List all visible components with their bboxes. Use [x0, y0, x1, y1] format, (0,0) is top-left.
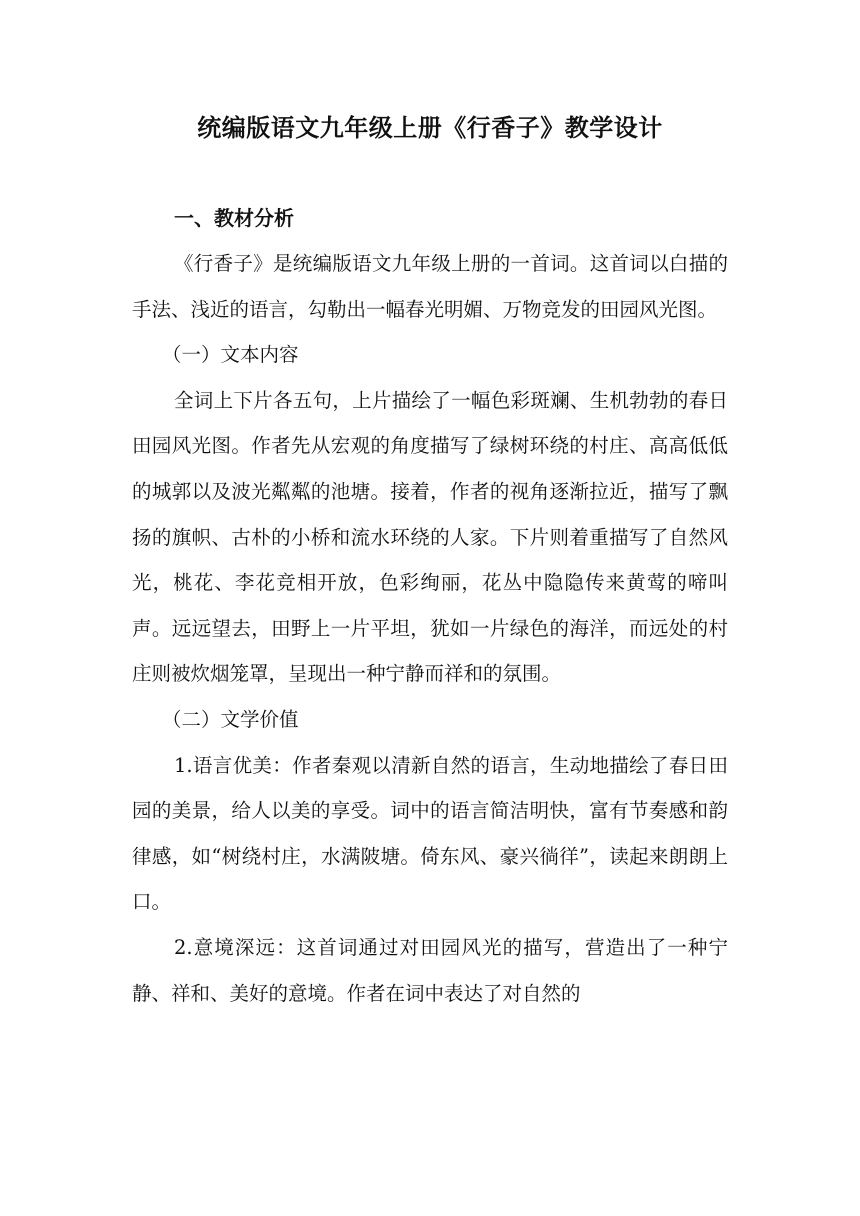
literary-value-point-1: 1.语言优美：作者秦观以清新自然的语言，生动地描绘了春日田园的美景，给人以美的享受。词中的语言简洁明快，富有节奏感和韵律感，如“树绕村庄，水满陂塘。倚东风、豪兴徜徉”，读起来朗朗上口。	[132, 753, 728, 914]
document-title: 统编版语文九年级上册《行香子》教学设计	[197, 113, 663, 142]
subheading-text-content: （一）文本内容	[162, 343, 299, 367]
text-content-paragraph: 全词上下片各五句，上片描绘了一幅色彩斑斓、生机勃勃的春日田园风光图。作者先从宏观的角度描写了绿树环绕的村庄、高高低低的城郭以及波光粼粼的池塘。接着，作者的视角逐渐拉近，描写了飘扬的旗帜、古朴的小桥和流水环绕的人家。下片则着重描写了自然风光，桃花、李花竞相开放，色彩绚丽，花丛中隐隐传来黄莺的啼叫声。远远望去，田野上一片平坦，犹如一片绿色的海洋，而远处的村庄则被炊烟笼罩，呈现出一种宁静而祥和的氛围。	[132, 388, 728, 686]
subheading-literary-value: （二）文学价值	[162, 707, 299, 731]
literary-value-point-2: 2.意境深远：这首词通过对田园风光的描写，营造出了一种宁静、祥和、美好的意境。作者在词中表达了对自然的	[132, 935, 728, 1005]
intro-paragraph: 《行香子》是统编版语文九年级上册的一首词。这首词以白描的手法、浅近的语言，勾勒出一幅春光明媚、万物竞发的田园风光图。	[132, 252, 728, 321]
section-heading-textbook-analysis: 一、教材分析	[174, 206, 294, 230]
document-body	[132, 196, 728, 1016]
